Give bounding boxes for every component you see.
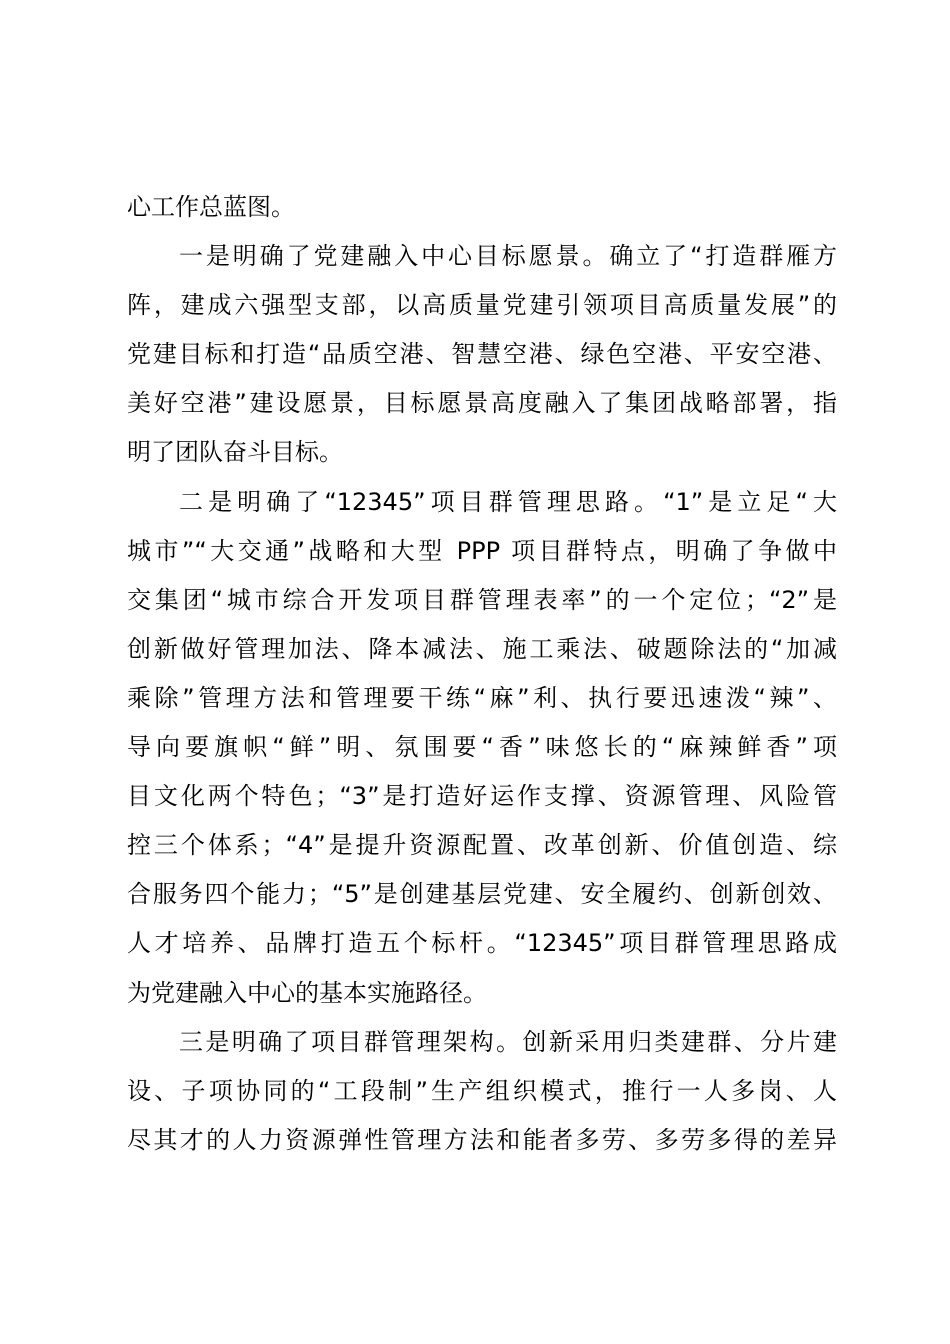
text-line: 明了团队奋斗目标。 xyxy=(127,438,343,467)
text-line: 乘除”管理方法和管理要干练“麻”利、执行要迅速泼“辣”、 xyxy=(127,683,837,712)
paragraph-start-line: 一是明确了党建融入中心目标愿景。确立了“打造群雁方 xyxy=(179,242,837,271)
text-line: 控三个体系；“4”是提升资源配置、改革创新、价值创造、综 xyxy=(127,831,837,860)
paragraph-start-line: 三是明确了项目群管理架构。创新采用归类建群、分片建 xyxy=(179,1027,837,1056)
paragraph-start-line: 二是明确了“12345”项目群管理思路。“1”是立足“大 xyxy=(179,487,837,516)
body-text xyxy=(127,183,837,1165)
text-line: 为党建融入中心的基本实施路径。 xyxy=(127,978,487,1007)
text-line: 设、子项协同的“工段制”生产组织模式，推行一人多岗、人 xyxy=(127,1076,837,1105)
text-line: 导向要旗帜“鲜”明、氛围要“香”味悠长的“麻辣鲜香”项 xyxy=(127,733,837,762)
text-line: 美好空港”建设愿景，目标愿景高度融入了集团战略部署，指 xyxy=(127,389,837,418)
text-line: 党建目标和打造“品质空港、智慧空港、绿色空港、平安空港、 xyxy=(127,340,837,369)
text-line: 城市”“大交通”战略和大型 PPP 项目群特点，明确了争做中 xyxy=(127,536,837,565)
text-line: 人才培养、品牌打造五个标杆。“12345”项目群管理思路成 xyxy=(127,929,837,958)
text-line: 合服务四个能力；“5”是创建基层党建、安全履约、创新创效、 xyxy=(127,880,837,909)
text-line: 创新做好管理加法、降本减法、施工乘法、破题除法的“加减 xyxy=(127,634,837,663)
text-line: 交集团“城市综合开发项目群管理表率”的一个定位；“2”是 xyxy=(127,585,837,614)
text-line: 尽其才的人力资源弹性管理方法和能者多劳、多劳多得的差异 xyxy=(127,1125,837,1154)
text-line: 阵，建成六强型支部，以高质量党建引领项目高质量发展”的 xyxy=(127,291,837,320)
text-line: 目文化两个特色；“3”是打造好运作支撑、资源管理、风险管 xyxy=(127,782,837,811)
text-line: 心工作总蓝图。 xyxy=(127,193,295,221)
